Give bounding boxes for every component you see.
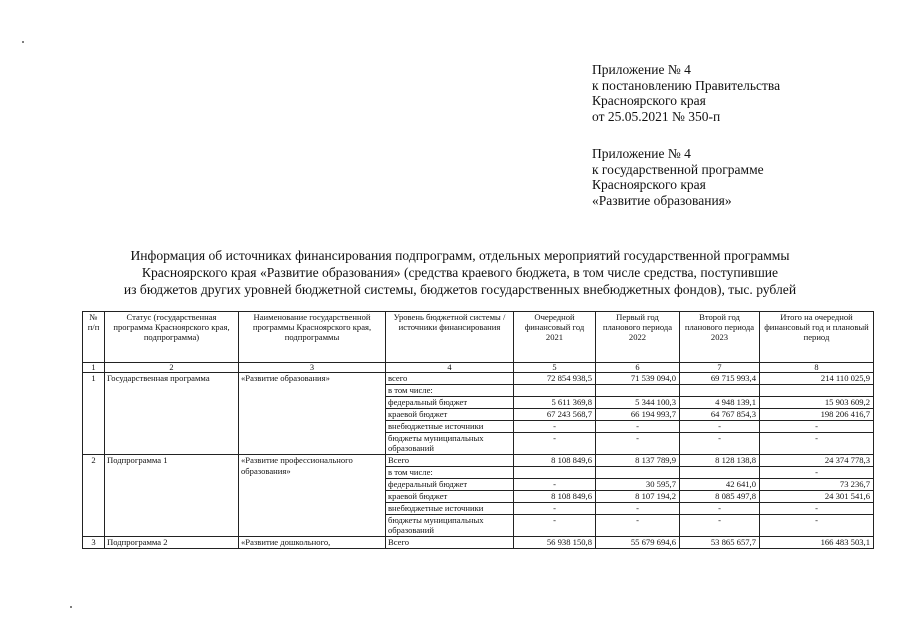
- header-num: № п/п: [83, 312, 105, 363]
- value-2022: -: [596, 503, 680, 515]
- value-2022: 8 107 194,2: [596, 491, 680, 503]
- row-program-name: «Развитие дошкольного,: [239, 537, 386, 549]
- column-number: 2: [105, 363, 239, 373]
- appendix-line: Красноярского края: [592, 177, 706, 193]
- header-row: [83, 312, 874, 363]
- source-label: краевой бюджет: [386, 491, 514, 503]
- source-label: в том числе:: [386, 385, 514, 397]
- appendix-line: «Развитие образования»: [592, 192, 732, 208]
- value-2021: -: [514, 515, 596, 537]
- header-status: Статус (государственная программа Красноярского края, подпрограмма): [105, 312, 239, 363]
- appendix-block-program: [592, 146, 764, 208]
- column-number-row: [83, 363, 874, 373]
- scan-speck: [22, 41, 24, 43]
- value-total: -: [760, 433, 874, 455]
- value-2023: -: [680, 421, 760, 433]
- scan-speck: [70, 606, 72, 608]
- table-body: [83, 373, 874, 549]
- title-line: Информация об источниках финансирования подпрограмм, отдельных мероприятий государственной программы: [130, 248, 790, 263]
- value-2022: [596, 467, 680, 479]
- source-label: внебюджетные источники: [386, 503, 514, 515]
- value-total: 73 236,7: [760, 479, 874, 491]
- value-2021: -: [514, 479, 596, 491]
- row-number: 1: [83, 373, 105, 455]
- value-total: 198 206 416,7: [760, 409, 874, 421]
- table-row: [83, 373, 874, 385]
- appendix-line: к постановлению Правительства: [592, 77, 781, 93]
- source-label: бюджеты муниципальных образований: [386, 433, 514, 455]
- row-number: 2: [83, 455, 105, 537]
- value-2023: 42 641,0: [680, 479, 760, 491]
- header-2021: Очередной финансовый год 2021: [514, 312, 596, 363]
- value-2023: -: [680, 503, 760, 515]
- value-2023: 64 767 854,3: [680, 409, 760, 421]
- value-2022: 71 539 094,0: [596, 373, 680, 385]
- column-number: 8: [760, 363, 874, 373]
- appendix-line: Приложение № 4: [592, 146, 691, 161]
- value-total: 24 301 541,6: [760, 491, 874, 503]
- source-label: всего: [386, 373, 514, 385]
- value-total: 214 110 025,9: [760, 373, 874, 385]
- header-total: Итого на очередной финансовый год и плановый период: [760, 312, 874, 363]
- header-2023: Второй год планового периода 2023: [680, 312, 760, 363]
- value-total: 15 903 609,2: [760, 397, 874, 409]
- title-line: Красноярского края «Развитие образования» (средства краевого бюджета, в том числе средства, поступившие: [141, 265, 779, 280]
- appendix-block-decree: [592, 62, 780, 124]
- value-2021: 72 854 938,5: [514, 373, 596, 385]
- appendix-line: к государственной программе: [592, 161, 764, 177]
- value-total: -: [760, 503, 874, 515]
- column-number: 7: [680, 363, 760, 373]
- source-label: Всего: [386, 537, 514, 549]
- value-2022: 5 344 100,3: [596, 397, 680, 409]
- value-total: -: [760, 515, 874, 537]
- value-2023: -: [680, 433, 760, 455]
- value-2022: 30 595,7: [596, 479, 680, 491]
- appendix-line: Красноярского края: [592, 93, 706, 109]
- value-2022: 66 194 993,7: [596, 409, 680, 421]
- value-2021: [514, 385, 596, 397]
- source-label: краевой бюджет: [386, 409, 514, 421]
- source-label: в том числе:: [386, 467, 514, 479]
- value-2023: 8 085 497,8: [680, 491, 760, 503]
- header-name: Наименование государственной программы Красноярского края, подпрограммы: [239, 312, 386, 363]
- value-total: 24 374 778,3: [760, 455, 874, 467]
- appendix-line: Приложение № 4: [592, 62, 691, 77]
- value-2021: 5 611 369,8: [514, 397, 596, 409]
- value-total: 166 483 503,1: [760, 537, 874, 549]
- source-label: бюджеты муниципальных образований: [386, 515, 514, 537]
- document-title: [60, 247, 860, 298]
- value-2023: 8 128 138,8: [680, 455, 760, 467]
- value-2023: 69 715 993,4: [680, 373, 760, 385]
- table-row: [83, 455, 874, 467]
- column-number: 1: [83, 363, 105, 373]
- source-label: внебюджетные источники: [386, 421, 514, 433]
- row-status: Государственная программа: [105, 373, 239, 455]
- source-label: федеральный бюджет: [386, 397, 514, 409]
- value-2023: 4 948 139,1: [680, 397, 760, 409]
- value-2021: -: [514, 433, 596, 455]
- value-2022: -: [596, 515, 680, 537]
- value-2023: -: [680, 515, 760, 537]
- table-row: [83, 537, 874, 549]
- row-program-name: «Развитие образования»: [239, 373, 386, 455]
- value-2022: 55 679 694,6: [596, 537, 680, 549]
- header-2022: Первый год планового периода 2022: [596, 312, 680, 363]
- value-total: [760, 385, 874, 397]
- appendix-line: от 25.05.2021 № 350-п: [592, 108, 721, 124]
- value-2022: -: [596, 433, 680, 455]
- value-2022: 8 137 789,9: [596, 455, 680, 467]
- value-total: -: [760, 467, 874, 479]
- source-label: Всего: [386, 455, 514, 467]
- value-2021: [514, 467, 596, 479]
- row-status: Подпрограмма 1: [105, 455, 239, 537]
- value-2021: 8 108 849,6: [514, 491, 596, 503]
- column-number: 3: [239, 363, 386, 373]
- value-2023: [680, 385, 760, 397]
- row-number: 3: [83, 537, 105, 549]
- header-level: Уровень бюджетной системы / источники финансирования: [386, 312, 514, 363]
- title-line: из бюджетов других уровней бюджетной системы, бюджетов государственных внебюджетных фондов), тыс. рублей: [123, 282, 797, 297]
- column-number: 4: [386, 363, 514, 373]
- value-2021: -: [514, 503, 596, 515]
- value-total: -: [760, 421, 874, 433]
- row-status: Подпрограмма 2: [105, 537, 239, 549]
- value-2022: -: [596, 421, 680, 433]
- value-2021: 56 938 150,8: [514, 537, 596, 549]
- financing-table: [82, 311, 874, 549]
- value-2023: 53 865 657,7: [680, 537, 760, 549]
- value-2021: -: [514, 421, 596, 433]
- value-2021: 8 108 849,6: [514, 455, 596, 467]
- row-program-name: «Развитие профессионального образования»: [239, 455, 386, 537]
- column-number: 6: [596, 363, 680, 373]
- column-number: 5: [514, 363, 596, 373]
- value-2023: [680, 467, 760, 479]
- source-label: федеральный бюджет: [386, 479, 514, 491]
- value-2021: 67 243 568,7: [514, 409, 596, 421]
- value-2022: [596, 385, 680, 397]
